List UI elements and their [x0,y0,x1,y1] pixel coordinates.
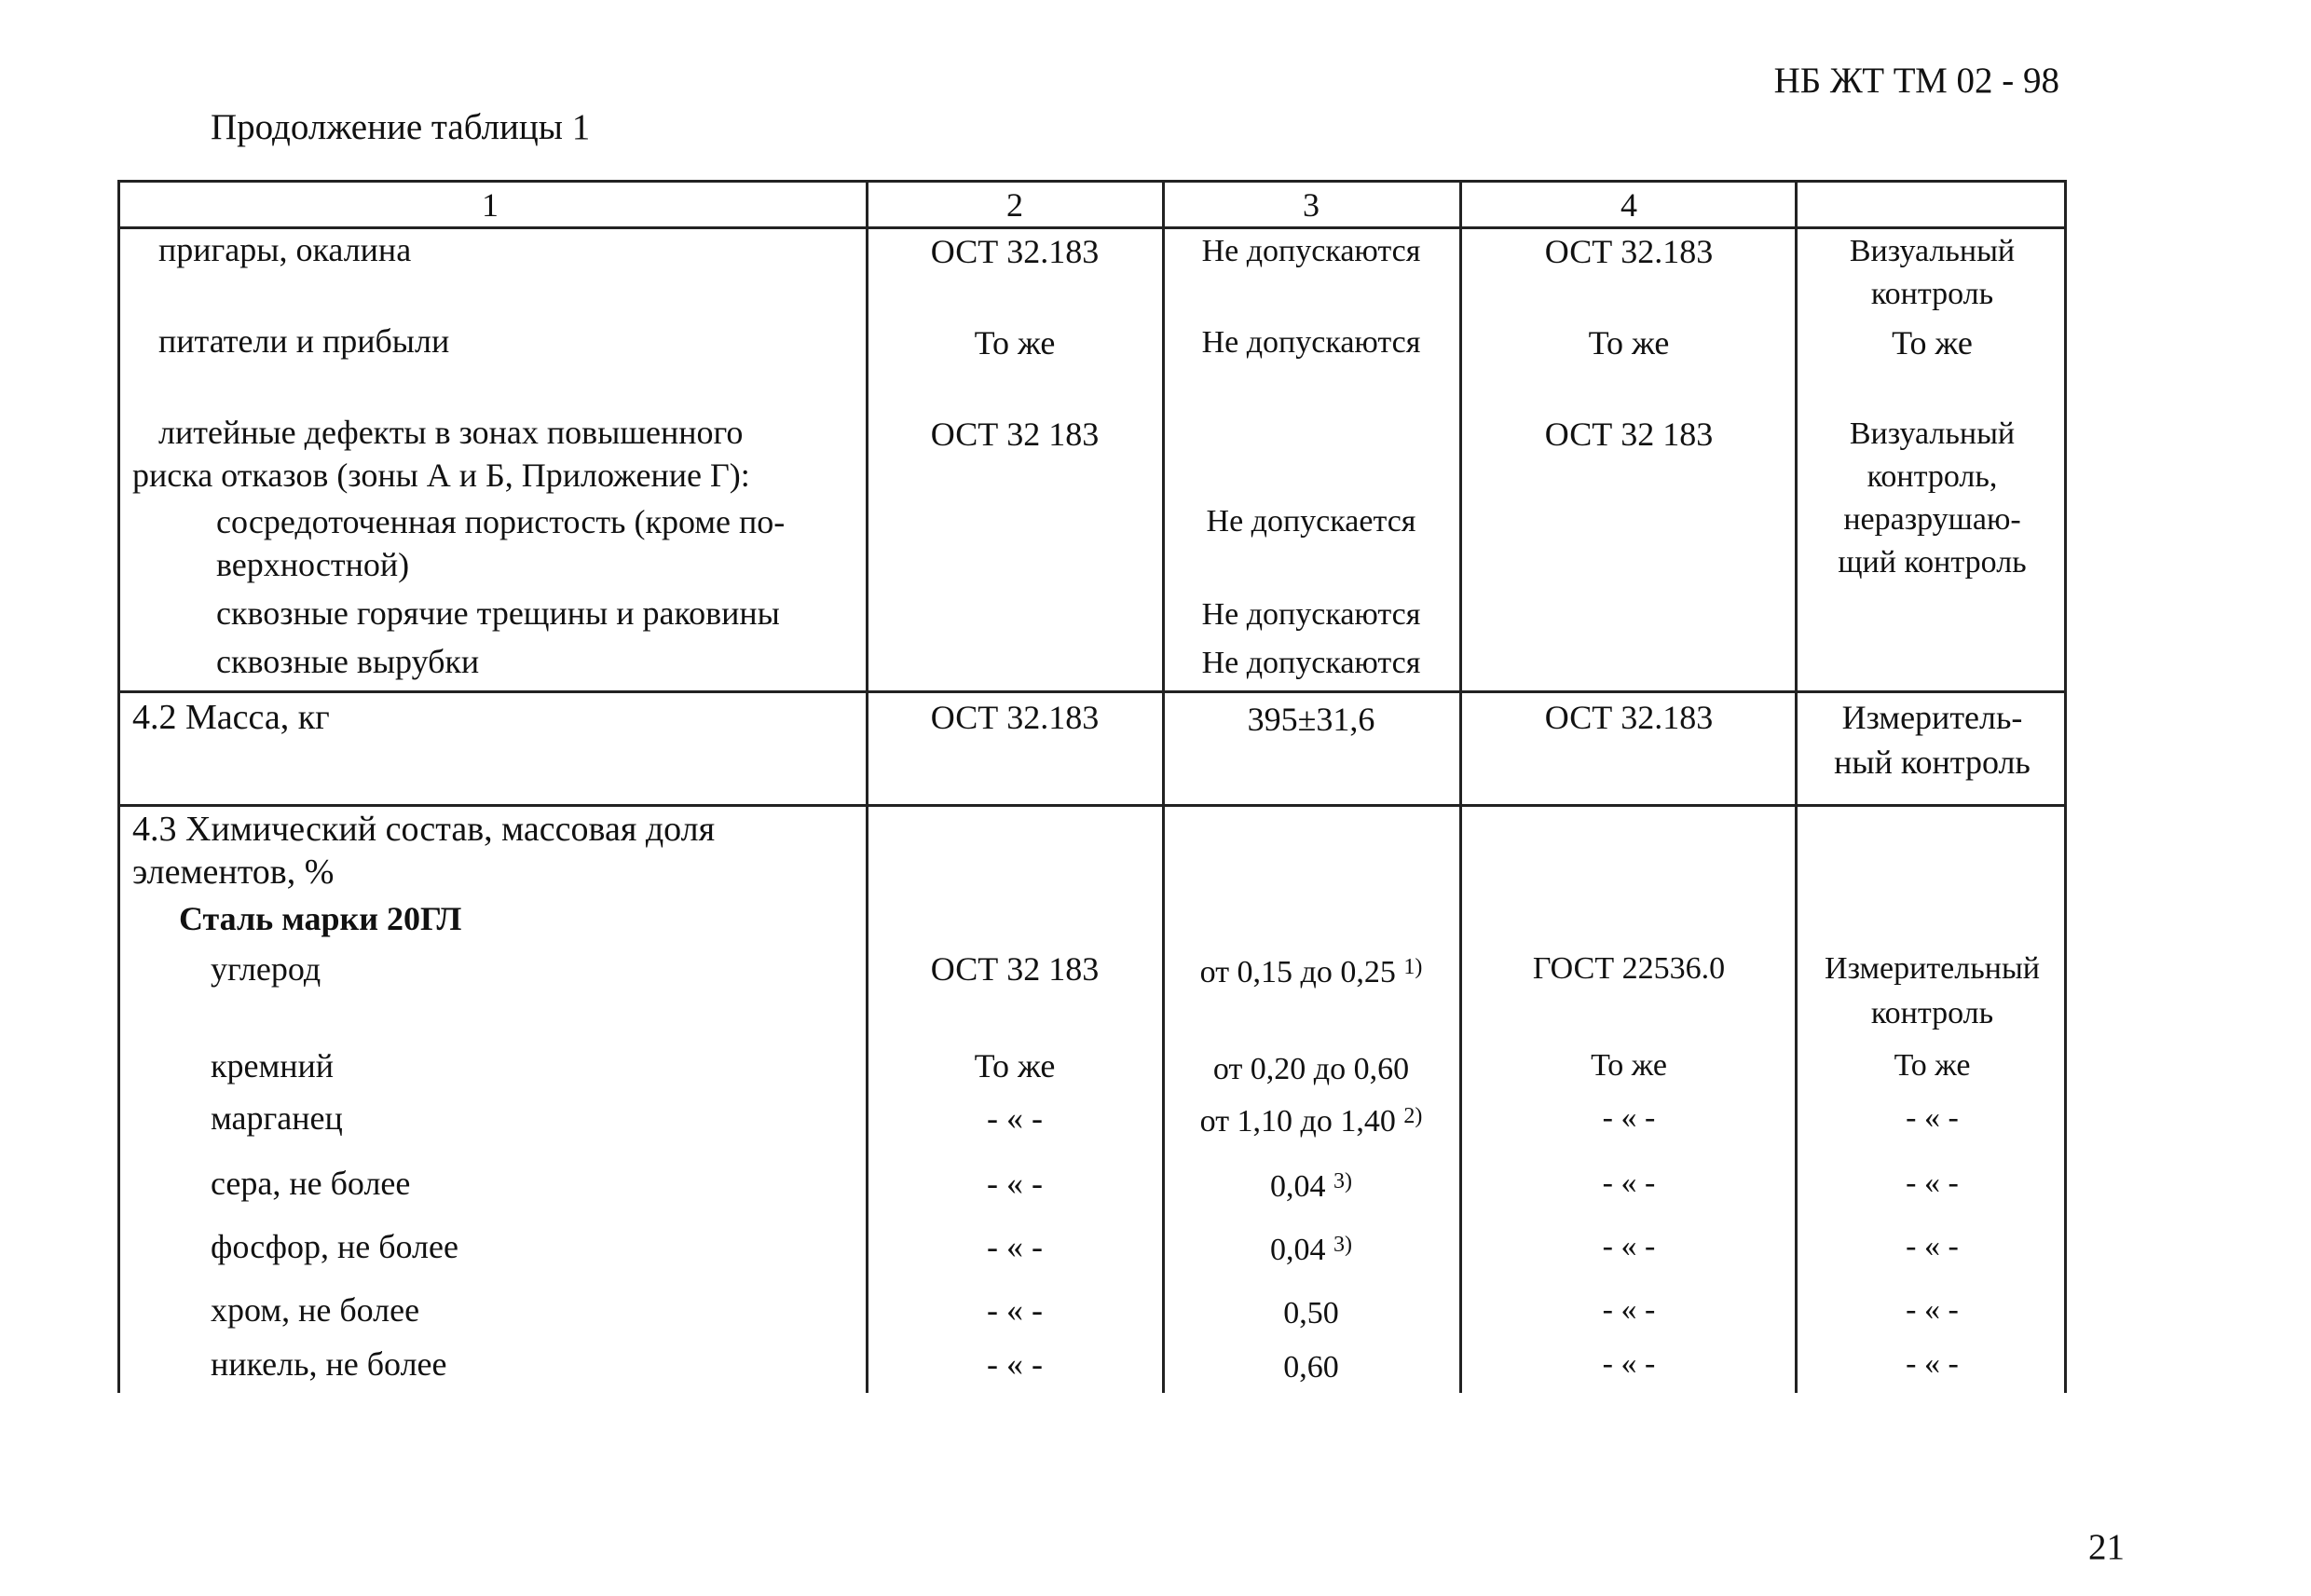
element-requirement-value: 0,04 [1270,1169,1326,1204]
element-requirement [1164,1100,1458,1143]
row-control: ный контроль [1834,743,2031,781]
row-doc: ОСТ 32.183 [930,233,1100,270]
element-name: фосфор, не более [211,1228,458,1265]
row-name-defects-cont: риска отказов (зоны А и Б, Приложение Г): [132,457,750,494]
document-code: НБ ЖТ ТМ 02 - 98 [1773,61,2059,101]
element-control: - « - [1906,1229,1959,1263]
element-requirement-value: от 0,20 до 0,60 [1212,1052,1410,1086]
footnote-marker: 3) [1333,1233,1352,1257]
element-requirement-value: от 1,10 до 1,40 [1199,1104,1396,1139]
sub-requirement: Не допускается [1206,504,1416,539]
sub-name: сквозные горячие трещины и раковины [216,594,780,632]
column-header-1: 1 [482,186,499,224]
row-control: контроль [1870,277,1994,311]
row-control: Визуальный [1849,234,2016,268]
element-doc: ОСТ 32 183 [930,950,1100,988]
element-control: - « - [1906,1166,1959,1200]
row-name-mass: 4.2 Масса, кг [132,698,330,737]
row-method-doc: То же [1588,324,1670,361]
row-requirement: 395±31,6 [1247,701,1375,738]
row-requirement: Не допускаются [1201,234,1421,268]
element-doc: - « - [987,1099,1043,1137]
row-name-defects: литейные дефекты в зонах повышенного [158,414,744,451]
element-control: Измерительный [1825,951,2040,986]
page-number: 21 [2088,1527,2125,1567]
element-requirement [1164,1292,1458,1335]
element-method-doc: То же [1591,1048,1667,1083]
row-control: щий контроль [1838,545,2027,580]
row-control: Измеритель- [1841,699,2023,736]
row-control: контроль, [1867,459,1998,494]
element-method-doc: - « - [1602,1346,1656,1381]
table-caption: Продолжение таблицы 1 [211,107,591,147]
element-name: марганец [211,1099,343,1137]
element-requirement-value: 0,04 [1270,1233,1326,1267]
element-method-doc: - « - [1602,1292,1656,1327]
row-divider [117,690,2067,693]
row-method-doc: ОСТ 32.183 [1544,699,1714,736]
sub-requirement: Не допускаются [1201,597,1421,632]
element-method-doc: - « - [1602,1229,1656,1263]
row-control: неразрушаю- [1843,502,2021,537]
row-divider [117,804,2067,807]
sub-name: сосредоточенная пористость (кроме по- [216,503,786,540]
element-doc: То же [974,1047,1056,1084]
column-header-3: 3 [1303,186,1320,224]
element-doc: - « - [987,1228,1043,1265]
element-requirement [1164,1048,1458,1091]
element-requirement [1164,1166,1458,1208]
element-name: углерод [211,950,321,988]
row-requirement: Не допускаются [1201,325,1421,360]
element-doc: - « - [987,1291,1043,1329]
row-doc: ОСТ 32.183 [930,699,1100,736]
row-method-doc: ОСТ 32.183 [1544,233,1714,270]
row-doc: ОСТ 32 183 [930,416,1100,453]
element-requirement [1164,1346,1458,1389]
element-requirement-value: 0,60 [1283,1350,1339,1385]
sub-name-cont: верхностной) [216,546,410,583]
element-doc: - « - [987,1345,1043,1383]
footnote-marker: 2) [1403,1104,1423,1128]
row-method-doc: ОСТ 32 183 [1544,416,1714,453]
element-name: кремний [211,1047,335,1084]
element-method-doc: - « - [1602,1100,1656,1135]
footnote-marker: 3) [1333,1169,1352,1194]
element-requirement-value: 0,50 [1283,1296,1339,1330]
column-header-2: 2 [1006,186,1023,224]
table-border-top [117,180,2067,183]
steel-grade: Сталь марки 20ГЛ [179,900,462,937]
row-control: Визуальный [1849,416,2016,451]
section-title-chem: 4.3 Химический состав, массовая доля [132,810,716,849]
row-name-prigary: пригары, окалина [158,231,412,268]
element-requirement-value: от 0,15 до 0,25 [1199,955,1396,989]
element-control: То же [1894,1048,1971,1083]
element-method-doc: ГОСТ 22536.0 [1532,951,1726,986]
column-header-4: 4 [1620,186,1637,224]
requirements-table [117,180,2067,1393]
row-doc: То же [974,324,1056,361]
row-control: То же [1892,324,1973,361]
element-control: - « - [1906,1346,1959,1381]
element-control: - « - [1906,1292,1959,1327]
element-name: хром, не более [211,1291,420,1329]
element-requirement [1164,951,1458,994]
sub-name: сквозные вырубки [216,643,480,680]
row-name-pitateli: питатели и прибыли [158,322,450,360]
section-title-chem-cont: элементов, % [132,853,335,892]
element-name: сера, не более [211,1165,411,1202]
element-requirement [1164,1229,1458,1272]
sub-requirement: Не допускаются [1201,646,1421,680]
element-name: никель, не более [211,1345,447,1383]
element-control: контроль [1870,996,1994,1030]
element-method-doc: - « - [1602,1166,1656,1200]
element-control: - « - [1906,1100,1959,1135]
footnote-marker: 1) [1403,955,1423,979]
element-doc: - « - [987,1165,1043,1202]
